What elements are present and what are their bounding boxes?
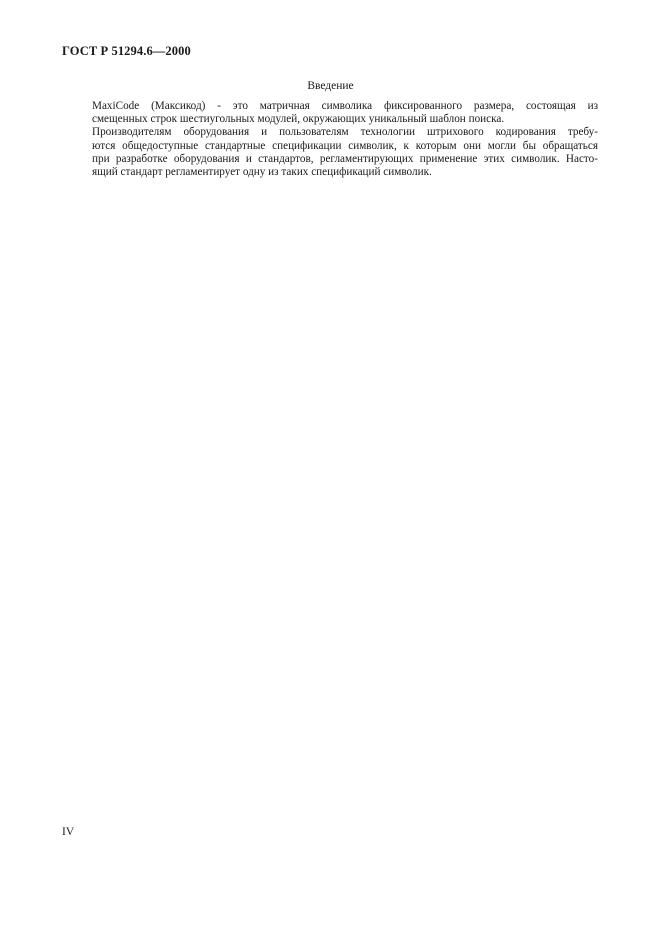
text-line: смещенных строк шестиугольных модулей, окружающих уникальный шаблон поиска. [92,113,505,126]
text-line: ются общедоступные стандартные спецификации символик, к которым они могли бы обращаться [92,139,598,152]
page-number: IV [62,826,75,838]
document-number: ГОСТ Р 51294.6—2000 [62,44,191,58]
text-line: Производителям оборудования и пользователям технологии штрихового кодирования требу- [92,126,598,139]
text-line: ящий стандарт регламентирует одну из таких спецификаций символик. [92,166,432,179]
section-title: Введение [307,80,354,92]
paragraph-2 [62,126,598,179]
paragraph-1 [62,100,598,126]
text-line: при разработке оборудования и стандартов, регламентирующих применение этих символик. Насто- [92,152,598,165]
text-line: MaxiCode (Максикод) - это матричная символика фиксированного размера, состоящая из [92,100,598,112]
body-text [62,100,598,179]
